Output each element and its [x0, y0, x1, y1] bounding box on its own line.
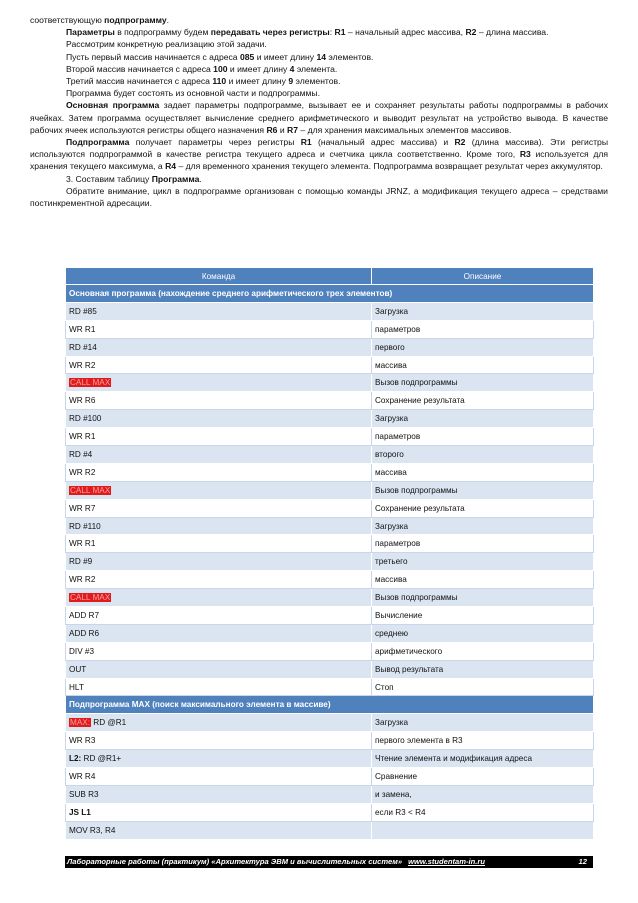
table-row: [66, 732, 594, 750]
command-cell: [66, 607, 372, 625]
table-row: [66, 589, 594, 607]
command-text: RD #9: [69, 557, 93, 567]
table-row: [66, 660, 594, 678]
table-row: [66, 803, 594, 821]
text-run: R4: [165, 161, 177, 172]
paragraph: [30, 173, 608, 185]
command-cell: [66, 374, 372, 392]
text-run: (начальный адрес массива) и: [311, 137, 455, 148]
command-text: WR R2: [69, 467, 96, 477]
command-text: WR R6: [69, 396, 96, 406]
text-run: Параметры: [66, 27, 115, 38]
table-row: [66, 768, 594, 786]
body-text: [30, 14, 608, 209]
table-row: [66, 607, 594, 625]
command-cell: [66, 428, 372, 446]
description-cell: Вызов подпрограммы: [372, 481, 594, 499]
description-cell: Стоп: [372, 678, 594, 696]
text-run: – длина массива.: [476, 27, 549, 38]
command-cell: [66, 803, 372, 821]
paragraph: [30, 51, 608, 63]
command-label: MAX:: [70, 718, 91, 728]
text-run: 9: [288, 76, 294, 87]
command-cell: [66, 785, 372, 803]
table-row: [66, 785, 594, 803]
table-row: [66, 821, 594, 839]
command-cell: [66, 338, 372, 356]
text-run: .: [199, 173, 202, 184]
text-run: – для временного хранения текущего элемента. Подпрограмма возвращает результат через аккумулятор.: [176, 161, 603, 172]
table-row: [66, 428, 594, 446]
program-table: [65, 267, 594, 840]
text-run: Пусть первый массив начинается с адреса: [66, 51, 240, 62]
table-row: [66, 499, 594, 517]
description-cell: [372, 821, 594, 839]
text-run: соответствующую: [30, 15, 105, 25]
column-header-description: Описание: [372, 268, 594, 285]
description-cell: второго: [372, 446, 594, 464]
command-text: OUT: [69, 664, 87, 674]
paragraph: Рассмотрим конкретную реализацию этой задачи.: [66, 39, 267, 50]
paragraph: [30, 75, 608, 87]
text-run: получает параметры через регистры: [129, 137, 301, 148]
text-run: передавать через регистры: [210, 27, 330, 38]
paragraph: [30, 26, 608, 38]
description-cell: Вывод результата: [372, 660, 594, 678]
command-text: SUB R3: [69, 789, 99, 799]
table-row: [66, 678, 594, 696]
command-text: WR R2: [69, 360, 96, 370]
command-cell: [66, 624, 372, 642]
description-cell: и замена,: [372, 785, 594, 803]
command-text: ADD R7: [69, 610, 100, 620]
table-section-row: [66, 696, 594, 714]
paragraph: [30, 14, 608, 26]
command-text: JS L1: [69, 807, 91, 817]
description-cell: Загрузка: [372, 302, 594, 320]
text-run: R1: [300, 137, 312, 148]
table-row: [66, 392, 594, 410]
table-row: [66, 463, 594, 481]
description-cell: массива: [372, 463, 594, 481]
table-header-row: [66, 268, 594, 285]
page-number: 12: [578, 857, 587, 866]
table-row: [66, 410, 594, 428]
text-run: Второй массив начинается с адреса: [66, 63, 214, 74]
text-run: R2: [465, 27, 477, 38]
command-cell: [66, 732, 372, 750]
table-row: [66, 642, 594, 660]
description-cell: Загрузка: [372, 517, 594, 535]
paragraph: [30, 99, 608, 136]
text-run: и имеет длину: [227, 63, 290, 74]
text-run: элемента.: [294, 63, 338, 74]
description-cell: Вызов подпрограммы: [372, 589, 594, 607]
command-cell: [66, 392, 372, 410]
description-cell: Загрузка: [372, 714, 594, 732]
section-title: Подпрограмма MAX (поиск максимального элемента в массиве): [66, 696, 594, 714]
command-text: MOV R3, R4: [69, 825, 116, 835]
command-cell: [66, 553, 372, 571]
text-run: элементов.: [326, 51, 374, 62]
command-cell: [66, 302, 372, 320]
paragraph: Обратите внимание, цикл в подпрограмме организован с помощью команды JRNZ, а модификация текущего адреса – средствами постинкрементной адресации.: [30, 185, 608, 209]
command-text: RD @R1+: [81, 754, 122, 764]
command-text: WR R7: [69, 503, 96, 513]
text-run: 085: [239, 51, 255, 62]
command-text: ADD R6: [69, 628, 100, 638]
command-cell: [66, 446, 372, 464]
text-run: используется для хранения текущего максимума, а: [30, 149, 608, 172]
description-cell: арифметического: [372, 642, 594, 660]
command-cell: [66, 463, 372, 481]
footer-link[interactable]: www.studentam-in.ru: [408, 857, 486, 866]
text-run: 110: [212, 76, 227, 87]
command-cell: [66, 410, 372, 428]
paragraph: [30, 63, 608, 75]
footer-text-group: [67, 856, 485, 868]
description-cell: массива: [372, 356, 594, 374]
command-text: CALL MAX: [70, 593, 111, 603]
text-run: :: [329, 27, 335, 38]
command-text: CALL MAX: [70, 378, 111, 388]
page-footer: [65, 856, 593, 868]
table-section-row: [66, 285, 594, 303]
footer-title: Лабораторные работы (практикум) «Архитектура ЭВМ и вычислительных систем»: [67, 857, 403, 866]
text-run: Третий массив начинается с адреса: [66, 76, 213, 87]
table-row: [66, 356, 594, 374]
command-cell: [66, 678, 372, 696]
text-run: – начальный адрес массива,: [345, 27, 466, 38]
command-cell: [66, 535, 372, 553]
text-run: 14: [316, 51, 327, 62]
text-run: и имеет длину: [254, 51, 317, 62]
command-cell: [66, 481, 372, 499]
text-run: Подпрограмма: [66, 137, 130, 148]
command-text: HLT: [69, 682, 84, 692]
section-title: Основная программа (нахождение среднего арифметического трех элементов): [66, 285, 594, 303]
command-text: RD #14: [69, 342, 97, 352]
text-run: R1: [334, 27, 346, 38]
command-cell: [66, 356, 372, 374]
table-row: [66, 571, 594, 589]
text-run: 100: [213, 63, 228, 74]
command-text: WR R3: [69, 736, 96, 746]
description-cell: Чтение элемента и модификация адреса: [372, 750, 594, 768]
table-row: [66, 446, 594, 464]
command-text: WR R1: [69, 432, 96, 442]
text-run: R3: [519, 149, 531, 160]
description-cell: Вызов подпрограммы: [372, 374, 594, 392]
table-row: [66, 302, 594, 320]
command-text: RD #85: [69, 306, 97, 316]
command-cell: [66, 589, 372, 607]
description-cell: Сохранение результата: [372, 499, 594, 517]
description-cell: Загрузка: [372, 410, 594, 428]
command-text: RD #4: [69, 449, 93, 459]
command-cell: [66, 768, 372, 786]
table-row: [66, 714, 594, 732]
table-row: [66, 517, 594, 535]
command-cell: [66, 499, 372, 517]
description-cell: если R3 < R4: [372, 803, 594, 821]
description-cell: третьего: [372, 553, 594, 571]
command-cell: [66, 642, 372, 660]
text-run: R2: [454, 137, 466, 148]
text-run: задает параметры подпрограмме, вызывает ее и сохраняет результаты работы подпрограммы в рабочих ячейках. Затем программа осуществляет вычисление среднего арифметического и выводит результат на устройство вывода. В качестве рабочих ячеек используются регистры общего назначения: [30, 100, 608, 135]
command-cell: [66, 714, 372, 732]
table-row: [66, 553, 594, 571]
description-cell: параметров: [372, 428, 594, 446]
command-label: L2:: [69, 754, 82, 764]
table-row: [66, 750, 594, 768]
description-cell: параметров: [372, 535, 594, 553]
command-text: WR R2: [69, 575, 96, 585]
command-cell: [66, 571, 372, 589]
command-text: RD #100: [69, 414, 102, 424]
table-body: [66, 285, 594, 840]
description-cell: первого элемента в R3: [372, 732, 594, 750]
text-run: – для хранения максимальных элементов массивов.: [298, 124, 512, 135]
table-row: [66, 338, 594, 356]
text-run: элементов.: [293, 76, 341, 87]
text-run: и имеет длину: [226, 76, 289, 87]
description-cell: Сохранение результата: [372, 392, 594, 410]
description-cell: параметров: [372, 320, 594, 338]
paragraph: [30, 136, 608, 173]
description-cell: Вычисление: [372, 607, 594, 625]
description-cell: среднею: [372, 624, 594, 642]
command-text: RD #110: [69, 521, 101, 531]
table-row: [66, 320, 594, 338]
table-row: [66, 535, 594, 553]
column-header-command: Команда: [66, 268, 372, 285]
command-text: DIV #3: [69, 646, 95, 656]
text-run: 3. Составим таблицу: [66, 173, 152, 184]
command-cell: [66, 660, 372, 678]
description-cell: первого: [372, 338, 594, 356]
table-row: [66, 481, 594, 499]
paragraph: Программа будет состоять из основной части и подпрограммы.: [66, 88, 320, 99]
text-run: Программа: [151, 173, 200, 184]
table-row: [66, 374, 594, 392]
text-run: (длина массива). Эти регистры используются подпрограммой в качестве регистра текущего адреса и счетчика цикла соответственно. Кроме того,: [30, 137, 609, 160]
description-cell: Сравнение: [372, 768, 594, 786]
command-cell: [66, 320, 372, 338]
table-row: [66, 624, 594, 642]
text-run: .: [166, 15, 170, 25]
command-text: WR R4: [69, 771, 96, 781]
text-run: R6: [266, 124, 278, 135]
text-run: R7: [287, 124, 299, 135]
text-run: 4: [289, 63, 295, 74]
command-text: WR R1: [69, 324, 96, 334]
command-text: CALL MAX: [70, 485, 111, 495]
command-text: RD @R1: [91, 718, 127, 728]
command-cell: [66, 750, 372, 768]
description-cell: массива: [372, 571, 594, 589]
text-run: и: [277, 124, 288, 135]
command-text: WR R1: [69, 539, 96, 549]
text-run: подпрограмму: [104, 15, 167, 25]
command-cell: [66, 821, 372, 839]
command-cell: [66, 517, 372, 535]
text-run: Основная программа: [66, 100, 160, 111]
text-run: в подпрограмму будем: [114, 27, 211, 38]
